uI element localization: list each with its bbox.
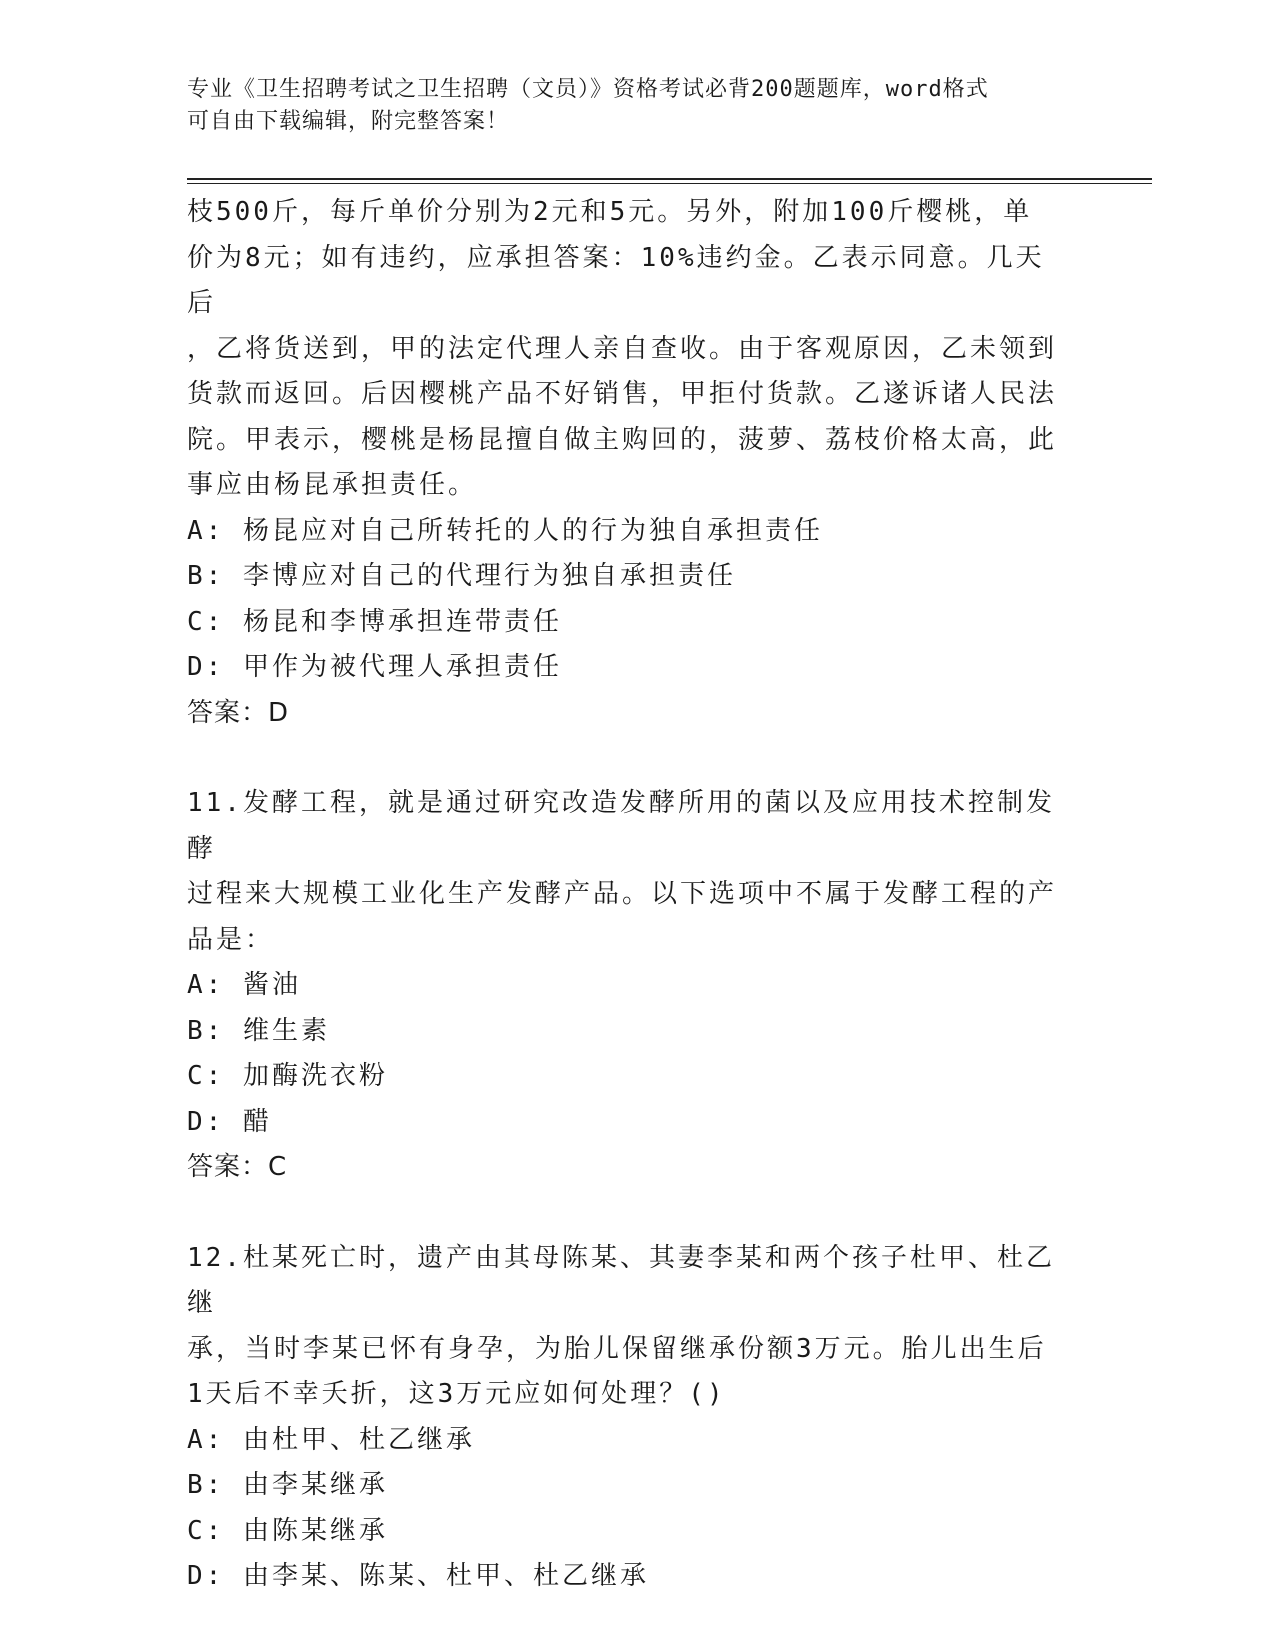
- header-title-line-2: 可自由下载编辑，附完整答案！: [187, 109, 510, 134]
- question-text-line: 1天后不幸夭折，这3万元应如何处理？(): [187, 1379, 726, 1409]
- answer-line: 答案：D: [187, 697, 290, 728]
- question-text-line: 过程来大规模工业化生产发酵产品。以下选项中不属于发酵工程的产: [187, 879, 1058, 909]
- question-text-line: 品是：: [187, 924, 275, 955]
- question-text-line: 价为8元；如有违约，应承担答案：10%违约金。乙表示同意。几天后: [187, 242, 1045, 318]
- option-b: B: 维生素: [187, 1015, 330, 1046]
- question-text-line: 承，当时李某已怀有身孕，为胎儿保留继承份额3万元。胎儿出生后: [187, 1333, 1047, 1364]
- header-title-line-1: 专业《卫生招聘考试之卫生招聘（文员）》资格考试必背200题题库，word格式: [187, 77, 989, 102]
- answer-line: 答案：C: [187, 1152, 288, 1182]
- header-rule-thin: [187, 183, 1152, 184]
- document-body: [187, 190, 1067, 1600]
- option-d: D: 甲作为被代理人承担责任: [187, 652, 562, 682]
- option-c: C: 杨昆和李博承担连带责任: [187, 606, 562, 637]
- option-d: D: 由李某、陈某、杜甲、杜乙继承: [187, 1561, 649, 1591]
- question-12: [187, 1236, 1067, 1600]
- option-a: A: 杨昆应对自己所转托的人的行为独自承担责任: [187, 515, 823, 546]
- question-text-line: 枝500斤，每斤单价分别为2元和5元。另外，附加100斤樱桃，单: [187, 197, 1033, 227]
- question-text-line: 11.发酵工程，就是通过研究改造发酵所用的菌以及应用技术控制发酵: [187, 788, 1055, 864]
- question-text-line: ，乙将货送到，甲的法定代理人亲自查收。由于客观原因，乙未领到: [187, 333, 1058, 364]
- option-b: B: 李博应对自己的代理行为独自承担责任: [187, 561, 736, 591]
- option-c: C: 加酶洗衣粉: [187, 1061, 388, 1091]
- option-d: D: 醋: [187, 1106, 272, 1137]
- option-a: A: 由杜甲、杜乙继承: [187, 1424, 475, 1455]
- option-a: A: 酱油: [187, 970, 301, 1000]
- option-b: B: 由李某继承: [187, 1470, 388, 1500]
- header-rule-thick: [187, 178, 1152, 180]
- document-header: [187, 74, 1067, 138]
- question-text-line: 12.杜某死亡时，遗产由其母陈某、其妻李某和两个孩子杜甲、杜乙继: [187, 1242, 1055, 1318]
- question-11: [187, 781, 1067, 1191]
- question-text-line: 货款而返回。后因樱桃产品不好销售，甲拒付货款。乙遂诉诸人民法: [187, 379, 1058, 409]
- question-10: [187, 190, 1067, 736]
- option-c: C: 由陈某继承: [187, 1515, 388, 1546]
- question-text-line: 院。甲表示，樱桃是杨昆擅自做主购回的，菠萝、荔枝价格太高，此: [187, 424, 1058, 455]
- question-text-line: 事应由杨昆承担责任。: [187, 470, 478, 500]
